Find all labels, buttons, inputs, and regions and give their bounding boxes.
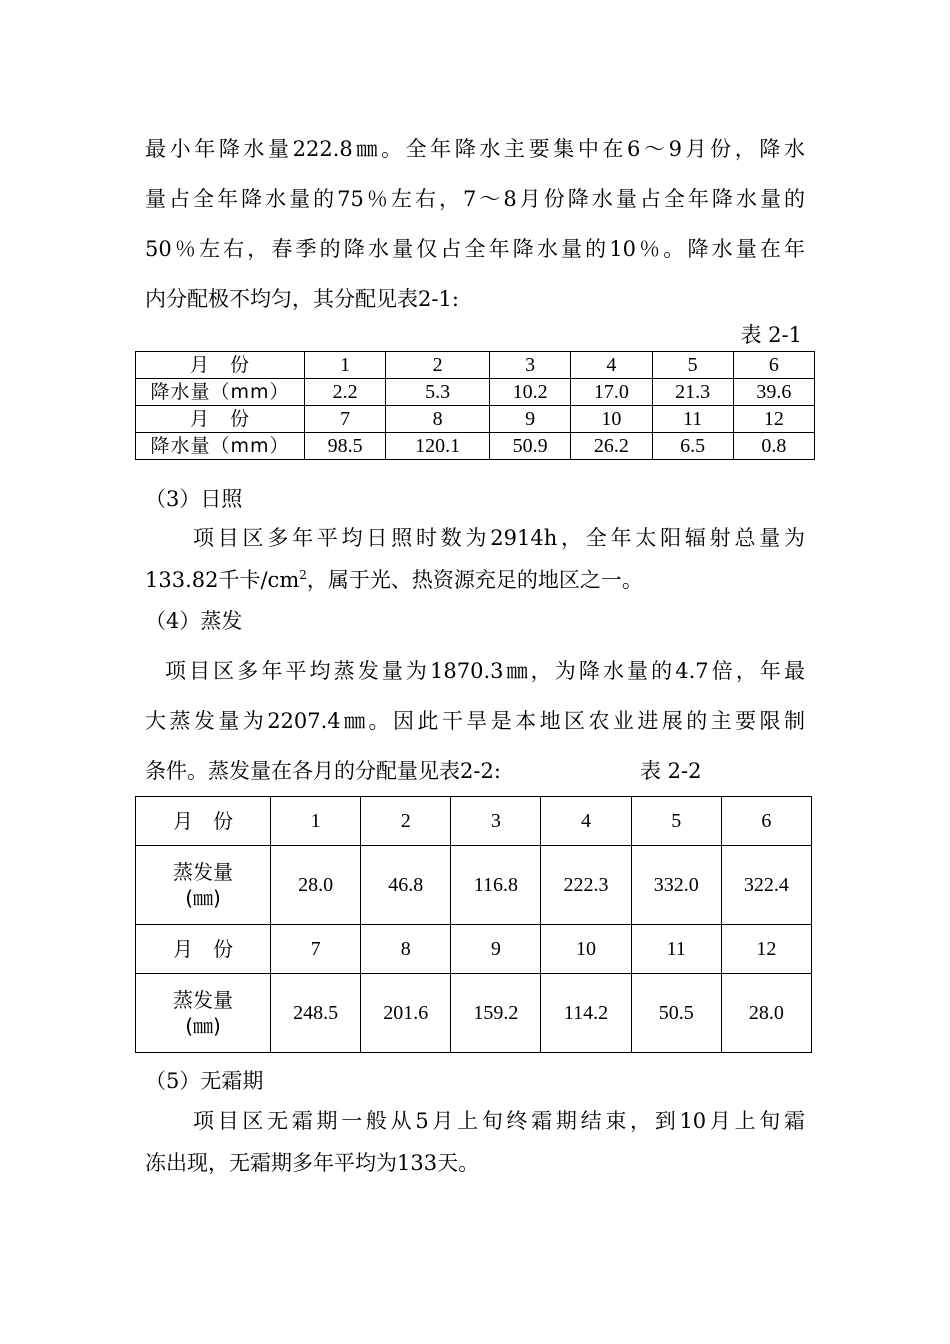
table-cell: 10	[571, 406, 652, 433]
table-cell: 3	[490, 352, 571, 379]
table-cell: 46.8	[361, 846, 451, 925]
row-header	[136, 797, 271, 846]
table-cell: 12	[733, 406, 814, 433]
table-cell: 4	[571, 352, 652, 379]
table-cell: 3	[451, 797, 541, 846]
table-cell: 98.5	[305, 433, 386, 460]
table-cell: 116.8	[451, 846, 541, 925]
table-cell: 159.2	[451, 974, 541, 1053]
row-header-label: 月 份	[173, 937, 233, 961]
row-header-label: 月 份	[173, 809, 233, 833]
table-cell: 222.3	[541, 846, 631, 925]
table2-caption: 表 2-2	[640, 759, 702, 783]
row-header-unit: (㎜)	[185, 1014, 221, 1038]
table-cell: 12	[721, 925, 811, 974]
table-cell: 28.0	[271, 846, 361, 925]
row-header-label: 蒸发量	[173, 988, 233, 1012]
table-row	[136, 925, 812, 974]
text-run: ，属于光、热资源充足的地区之一。	[306, 568, 643, 592]
table-cell: 8	[361, 925, 451, 974]
table-cell: 17.0	[571, 379, 652, 406]
table-cell: 5	[652, 352, 733, 379]
table-cell: 11	[652, 406, 733, 433]
table-cell: 6.5	[652, 433, 733, 460]
table-cell: 332.0	[631, 846, 721, 925]
paragraph-line: 冻出现，无霜期多年平均为133天。	[145, 1151, 480, 1175]
table-cell: 6	[721, 797, 811, 846]
table-cell: 114.2	[541, 974, 631, 1053]
table-cell: 50.9	[490, 433, 571, 460]
table-cell: 5.3	[386, 379, 490, 406]
section-heading: （3）日照	[145, 487, 243, 511]
table-cell: 2.2	[305, 379, 386, 406]
section-heading: （4）蒸发	[145, 609, 243, 633]
precipitation-table	[135, 351, 815, 460]
superscript: 2	[299, 568, 307, 582]
table-row	[136, 352, 815, 379]
table-cell: 28.0	[721, 974, 811, 1053]
table-cell: 0.8	[733, 433, 814, 460]
paragraph-line: 内分配极不均匀，其分配见表2-1:	[145, 287, 459, 311]
evaporation-table	[135, 796, 812, 1053]
table-cell: 7	[271, 925, 361, 974]
paragraph-line: 大蒸发量为2207.4㎜。因此干旱是本地区农业进展的主要限制	[145, 709, 805, 733]
paragraph-line: 项目区无霜期一般从5月上旬终霜期结束，到10月上旬霜	[193, 1109, 805, 1133]
row-header	[136, 925, 271, 974]
table-cell: 7	[305, 406, 386, 433]
table-row	[136, 797, 812, 846]
row-header-unit: (㎜)	[185, 886, 221, 910]
paragraph-line: 量占全年降水量的75％左右，7～8月份降水量占全年降水量的	[145, 187, 805, 211]
table-cell: 6	[733, 352, 814, 379]
table-row	[136, 406, 815, 433]
table-cell: 50.5	[631, 974, 721, 1053]
table1-caption: 表 2-1	[740, 323, 802, 347]
paragraph-line: 项目区多年平均蒸发量为1870.3㎜，为降水量的4.7倍，年最	[165, 659, 805, 683]
table-cell: 5	[631, 797, 721, 846]
row-header: 降水量（mm）	[136, 433, 305, 460]
table-cell: 8	[386, 406, 490, 433]
paragraph-line: 条件。蒸发量在各月的分配量见表2-2:	[145, 759, 501, 783]
paragraph-line: 最小年降水量222.8㎜。全年降水主要集中在6～9月份，降水	[145, 137, 805, 161]
row-header: 降水量（mm）	[136, 379, 305, 406]
row-header	[136, 846, 271, 925]
row-header	[136, 974, 271, 1053]
table-cell: 26.2	[571, 433, 652, 460]
row-header-label: 蒸发量	[173, 860, 233, 884]
text-run: 133.82千卡/cm	[145, 568, 300, 592]
table-cell: 201.6	[361, 974, 451, 1053]
table-cell: 9	[451, 925, 541, 974]
paragraph-line	[145, 565, 805, 595]
table-cell: 39.6	[733, 379, 814, 406]
table-cell: 1	[305, 352, 386, 379]
row-header: 月 份	[136, 406, 305, 433]
table-row	[136, 379, 815, 406]
row-header: 月 份	[136, 352, 305, 379]
table-cell: 2	[386, 352, 490, 379]
table-cell: 322.4	[721, 846, 811, 925]
table-cell: 9	[490, 406, 571, 433]
table-cell: 11	[631, 925, 721, 974]
table-cell: 4	[541, 797, 631, 846]
table-cell: 2	[361, 797, 451, 846]
table-cell: 1	[271, 797, 361, 846]
paragraph-line: 50％左右，春季的降水量仅占全年降水量的10％。降水量在年	[145, 237, 805, 261]
table-cell: 21.3	[652, 379, 733, 406]
table-cell: 10	[541, 925, 631, 974]
table-cell: 248.5	[271, 974, 361, 1053]
table-row	[136, 433, 815, 460]
paragraph-line: 项目区多年平均日照时数为2914h，全年太阳辐射总量为	[193, 526, 805, 550]
table-row	[136, 846, 812, 925]
table-cell: 120.1	[386, 433, 490, 460]
table-cell: 10.2	[490, 379, 571, 406]
table-row	[136, 974, 812, 1053]
section-heading: （5）无霜期	[145, 1069, 264, 1093]
